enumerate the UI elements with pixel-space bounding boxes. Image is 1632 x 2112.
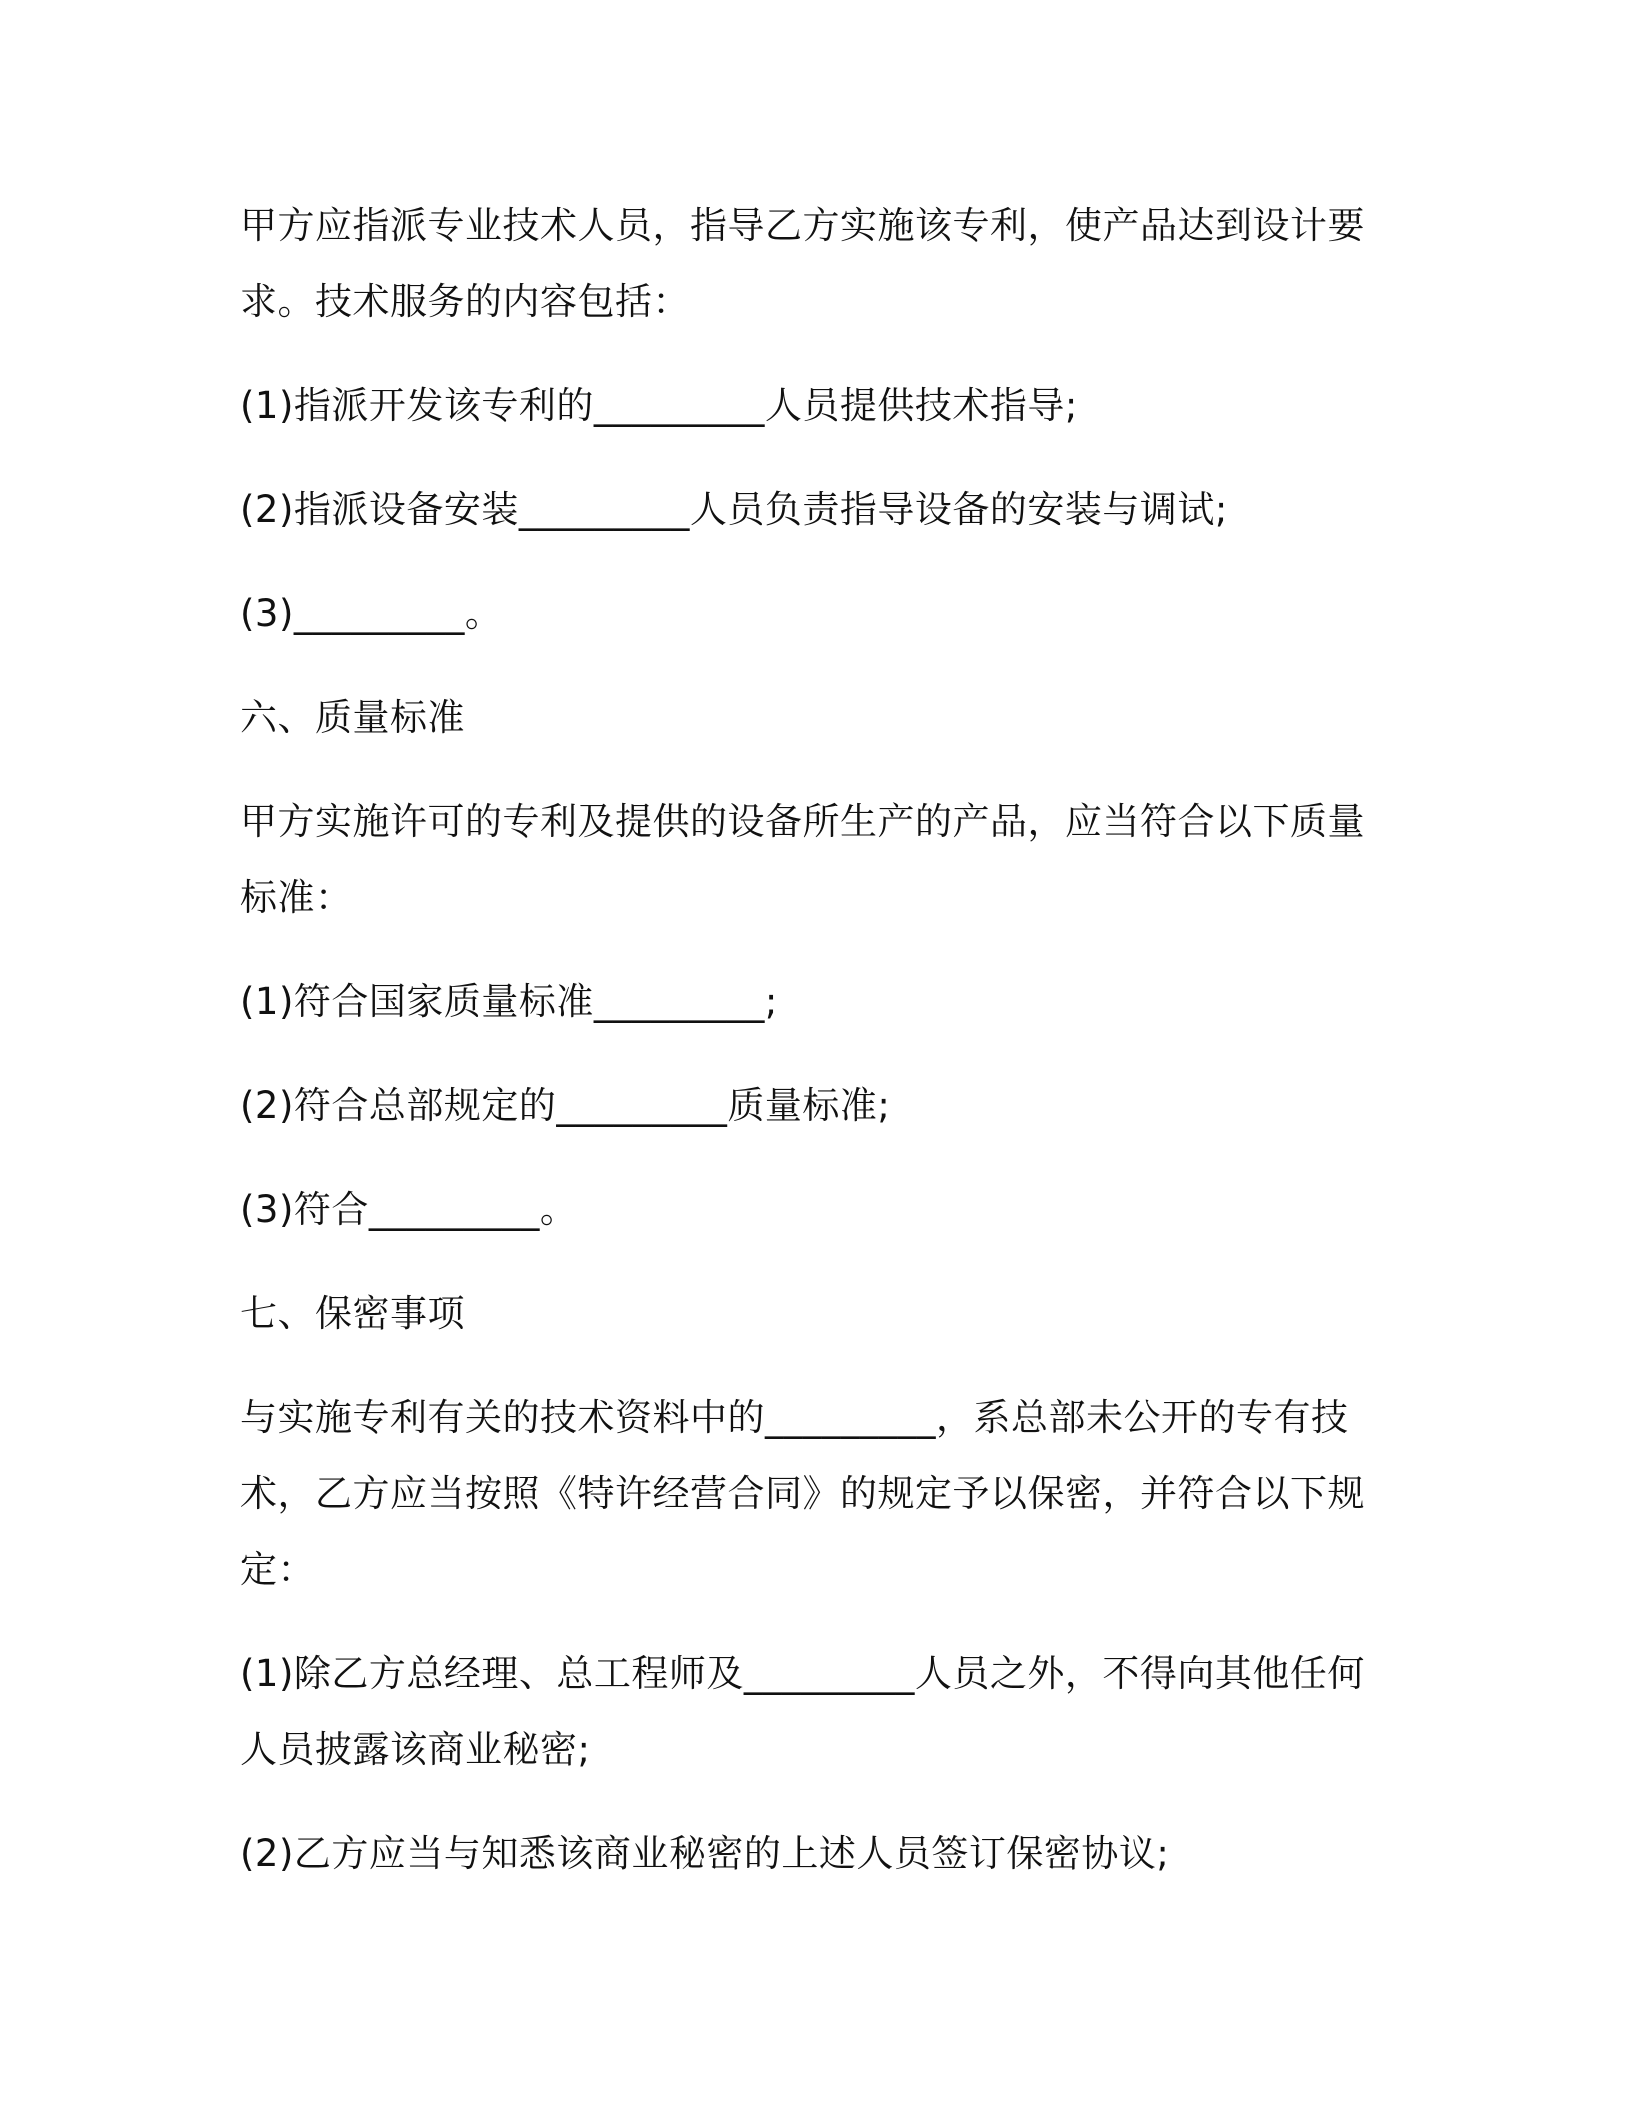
list-item-technical-guidance: (1)指派开发该专利的_________人员提供技术指导;: [240, 384, 1078, 427]
list-item-confidentiality-agreement: (2)乙方应当与知悉该商业秘密的上述人员签订保密协议;: [240, 1832, 1170, 1875]
section-heading-confidentiality: 七、保密事项: [240, 1292, 465, 1335]
list-item-equipment-installation: (2)指派设备安装_________人员负责指导设备的安装与调试;: [240, 488, 1228, 531]
document-body: [240, 188, 1390, 1920]
paragraph-quality-standard: 甲方实施许可的专利及提供的设备所生产的产品，应当符合以下质量标准：: [240, 800, 1365, 919]
paragraph-confidentiality: 与实施专利有关的技术资料中的_________，系总部未公开的专有技术，乙方应当按照《特许经营合同》的规定予以保密，并符合以下规定：: [240, 1396, 1365, 1591]
paragraph-technical-service: 甲方应指派专业技术人员，指导乙方实施该专利，使产品达到设计要求。技术服务的内容包括：: [240, 204, 1365, 323]
list-item-other-standard: (3)符合_________。: [240, 1188, 578, 1231]
list-item-other-service: (3)_________。: [240, 592, 503, 635]
list-item-national-standard: (1)符合国家质量标准_________;: [240, 980, 778, 1023]
section-heading-quality-standard: 六、质量标准: [240, 696, 465, 739]
list-item-headquarters-standard: (2)符合总部规定的_________质量标准;: [240, 1084, 891, 1127]
list-item-disclosure-restriction: (1)除乙方总经理、总工程师及_________人员之外，不得向其他任何人员披露该商业秘密;: [240, 1652, 1365, 1771]
